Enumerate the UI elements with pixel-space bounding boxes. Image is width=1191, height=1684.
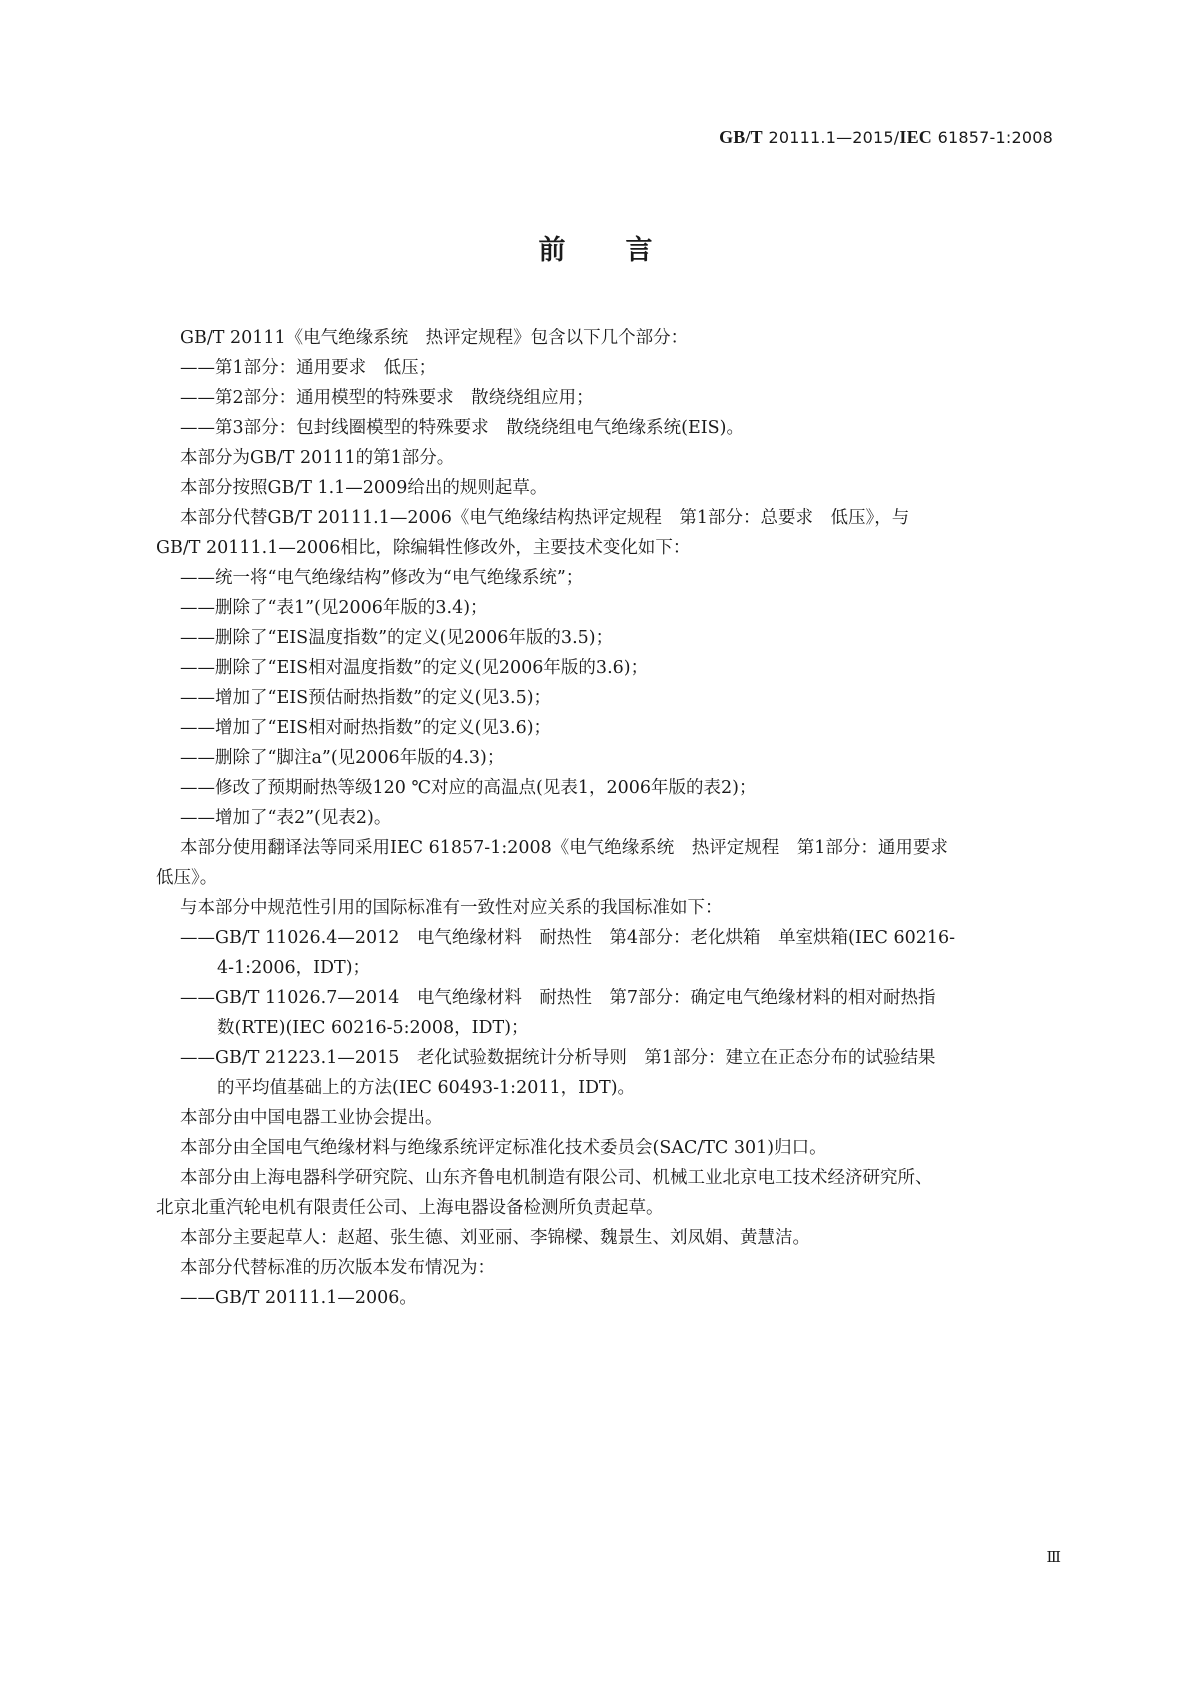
list-item: ——GB/T 20111.1—2006。: [180, 1288, 417, 1308]
paragraph: 本部分主要起草人：赵超、张生德、刘亚丽、李锦樑、魏景生、刘凤娟、黄慧洁。: [180, 1228, 810, 1248]
list-item-continuation: 数(RTE)(IEC 60216-5:2008，IDT)；: [217, 1018, 529, 1038]
code-part-iec-number: 61857-1:2008: [937, 128, 1053, 147]
page-number: Ⅲ: [1046, 1548, 1061, 1566]
paragraph-continuation: 北京北重汽轮电机有限责任公司、上海电器设备检测所负责起草。: [156, 1198, 664, 1218]
paragraph: GB/T 20111《电气绝缘系统 热评定规程》包含以下几个部分：: [180, 328, 689, 348]
standard-code-header: [719, 127, 1053, 148]
paragraph: 本部分由上海电器科学研究院、山东齐鲁电机制造有限公司、机械工业北京电工技术经济研究所、: [180, 1168, 933, 1188]
list-item-continuation: 的平均值基础上的方法(IEC 60493-1:2011，IDT)。: [217, 1078, 636, 1098]
foreword-body: [156, 323, 1059, 1313]
list-item: ——删除了“表1”(见2006年版的3.4)；: [180, 598, 488, 618]
list-item: ——删除了“脚注a”(见2006年版的4.3)；: [180, 748, 505, 768]
paragraph: 本部分为GB/T 20111的第1部分。: [180, 448, 455, 468]
list-item: ——删除了“EIS温度指数”的定义(见2006年版的3.5)；: [180, 628, 614, 648]
list-item-continuation: 4-1:2006，IDT)；: [217, 958, 371, 978]
paragraph: 本部分代替GB/T 20111.1—2006《电气绝缘结构热评定规程 第1部分：总要求 低压》，与: [180, 508, 910, 528]
paragraph: 与本部分中规范性引用的国际标准有一致性对应关系的我国标准如下：: [180, 898, 723, 918]
paragraph: 本部分代替标准的历次版本发布情况为：: [180, 1258, 495, 1278]
paragraph: 本部分使用翻译法等同采用IEC 61857-1:2008《电气绝缘系统 热评定规程 第1部分：通用要求: [180, 838, 948, 858]
list-item: ——增加了“表2”(见表2)。: [180, 808, 392, 828]
list-item: ——修改了预期耐热等级120 ℃对应的高温点(见表1，2006年版的表2)；: [180, 778, 757, 798]
list-item: ——第3部分：包封线圈模型的特殊要求 散绕绕组电气绝缘系统(EIS)。: [180, 418, 744, 438]
paragraph-continuation: 低压》。: [156, 868, 218, 888]
paragraph: 本部分由中国电器工业协会提出。: [180, 1108, 443, 1128]
paragraph-continuation: GB/T 20111.1—2006相比，除编辑性修改外，主要技术变化如下：: [156, 538, 691, 558]
page-title: 前言: [538, 235, 713, 266]
list-item: ——增加了“EIS预估耐热指数”的定义(见3.5)；: [180, 688, 552, 708]
list-item: ——第2部分：通用模型的特殊要求 散绕绕组应用；: [180, 388, 594, 408]
list-item: ——第1部分：通用要求 低压；: [180, 358, 437, 378]
list-item: ——增加了“EIS相对耐热指数”的定义(见3.6)；: [180, 718, 552, 738]
paragraph: 本部分由全国电气绝缘材料与绝缘系统评定标准化技术委员会(SAC/TC 301)归口。: [180, 1138, 827, 1158]
list-item: ——GB/T 11026.4—2012 电气绝缘材料 耐热性 第4部分：老化烘箱 单室烘箱(IEC 60216-: [180, 928, 956, 948]
list-item: ——GB/T 11026.7—2014 电气绝缘材料 耐热性 第7部分：确定电气绝缘材料的相对耐热指: [180, 988, 936, 1008]
list-item: ——GB/T 21223.1—2015 老化试验数据统计分析导则 第1部分：建立在正态分布的试验结果: [180, 1048, 936, 1068]
code-part-number: 20111.1—2015/: [768, 128, 900, 147]
code-part-gbt: GB/T: [719, 127, 763, 147]
code-part-iec: IEC: [899, 127, 933, 147]
list-item: ——统一将“电气绝缘结构”修改为“电气绝缘系统”；: [180, 568, 584, 588]
paragraph: 本部分按照GB/T 1.1—2009给出的规则起草。: [180, 478, 548, 498]
list-item: ——删除了“EIS相对温度指数”的定义(见2006年版的3.6)；: [180, 658, 649, 678]
